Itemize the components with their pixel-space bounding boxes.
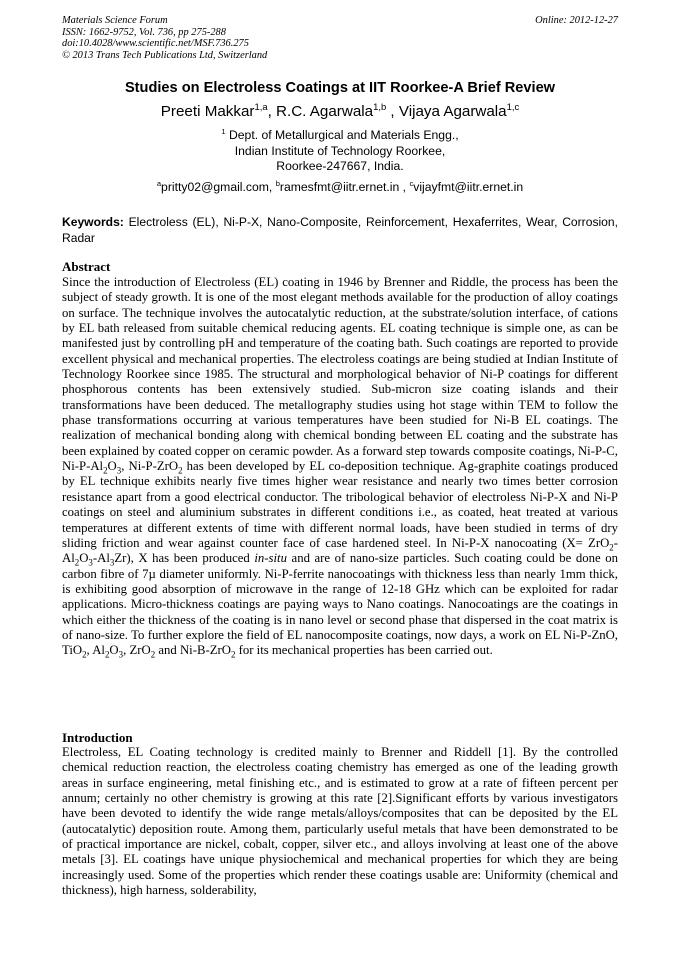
abstract-text: for its mechanical properties has been carried out.	[235, 643, 493, 658]
subscript: 3	[118, 649, 124, 660]
affiliation-line: Indian Institute of Technology Roorkee,	[234, 143, 446, 158]
author-list: Preeti Makkar$^{1,a}$, R.C. Agarwala$^{1,b}$ , Vijaya Agarwala$^{1,c}$	[160, 100, 520, 120]
author-superscript: 1,a	[254, 100, 268, 112]
subscript: 2	[150, 649, 156, 660]
paper-title: Studies on Electroless Coatings at IIT Roorkee-A Brief Review	[124, 80, 556, 96]
subscript: 2	[178, 465, 183, 476]
abstract-text: Since the introduction of Electroless (EL) coating in 1946 by Brenner and Riddle, the process has been the subject of steady growth. It is one of the most elegant methods available for the production of alloy coatings on surface. The technique involves the autocatalytic reduction, at the substrate/solution interface, of cations by EL bath released from suitable chemical reducing agents. EL coating technique is simple one, as can be manifested just by controlling pH and temperature of the coating bath. Such coatings are reported to provide excellent physical and mechanical properties. The electroless coatings are being studied at Indian Institute of Technology Roorkee since 1985. The structural and morphological behavior of Ni-P coatings for different phosphorous contents has been extensively studied. Sub-micron size coating islands and their transformations have been deduced. The metallography studies using hot stage within TEM to follow the phase transformations occurring at various temperatures have been studied for Ni-B EL coatings. The realization of mechanical bonding along with chemical bonding between EL coating and the substrate has been explained by coated copper on ceramic powder. As a forward step towards composite coatings, Ni-P-C, Ni-P-Al	[62, 275, 618, 474]
subscript: 2	[82, 649, 87, 660]
affiliation-superscript: 1	[221, 126, 226, 136]
author-name: Vijaya Agarwala	[398, 103, 507, 120]
author-name: R.C. Agarwala	[276, 103, 374, 120]
abstract-text: O	[107, 459, 117, 474]
affiliation	[62, 128, 618, 175]
email-address: vijayfmt@iitr.ernet.in	[413, 180, 524, 194]
abstract-text: and Ni-B-ZrO	[155, 643, 231, 658]
affiliation-line: Roorkee-247667, India.	[276, 159, 404, 174]
author-superscript: 1,c	[506, 100, 520, 112]
email-address: pritty02@gmail.com	[161, 180, 269, 194]
abstract-text: -Al	[92, 551, 110, 566]
abstract-text: -Al	[62, 535, 618, 566]
introduction-heading: Introduction	[62, 730, 133, 745]
subscript: 3	[109, 557, 115, 568]
email-superscript: a	[156, 178, 162, 188]
abstract-text: has been developed by EL co-deposition technique. Ag-graphite coatings produced by EL technique exhibits nearly five times higher wear resistance and nearly two times better corrosion resistance apart from a good electrical conductor. The tribological behavior of electroless Ni-P-X and Ni-P coatings on steel and aluminium substrates in different conditions i.e., as coated, heat treated at various temperatures at different extents of time with different normal loads, have been studied in terms of dry sliding friction and wear against counter face of case hardened steel. In Ni-P-X nanocoating (X= ZrO	[62, 459, 619, 550]
journal-name: Materials Science Forum	[62, 15, 168, 26]
email-superscript: b	[275, 178, 280, 188]
abstract-text: O	[79, 551, 89, 566]
journal-header	[62, 15, 618, 61]
abstract-heading: Abstract	[62, 259, 111, 274]
email-list: $^a$pritty02@gmail.com, $^b$ramesfmt@iitr.ernet.in , $^c$vijayfmt@iitr.ernet.in	[156, 178, 524, 194]
email-address: ramesfmt@iitr.ernet.in	[279, 180, 400, 194]
keywords-label: Keywords:	[62, 215, 124, 229]
subscript: 2	[609, 542, 614, 553]
affiliation-line	[62, 128, 618, 144]
author-name: Preeti Makkar	[160, 103, 255, 120]
abstract-text: O	[109, 643, 119, 658]
abstract-text: , Ni-P-ZrO	[121, 459, 179, 474]
italic-term: in-situ	[254, 551, 287, 566]
copyright-line: © 2013 Trans Tech Publications Ltd, Switzerland	[62, 49, 268, 61]
keywords-text: Electroless (EL), Ni-P-X, Nano-Composite, Reinforcement, Hexaferrites, Wear, Corrosion, Radar	[62, 215, 618, 245]
subscript: 2	[104, 649, 110, 660]
subscript: 2	[230, 649, 236, 660]
affiliation-text: Dept. of Metallurgical and Materials Engg.,	[228, 128, 459, 142]
abstract-text: , Al	[86, 643, 105, 658]
email-superscript: c	[409, 178, 414, 188]
subscript: 3	[88, 557, 93, 568]
subscript: 3	[116, 465, 122, 476]
doi-line: doi:10.4028/www.scientific.net/MSF.736.275	[62, 38, 249, 50]
author-superscript: 1,b	[373, 100, 387, 112]
keywords	[62, 214, 618, 246]
abstract-body	[62, 275, 618, 659]
subscript: 2	[74, 557, 80, 568]
abstract-text: Zr), X has been produced	[114, 551, 255, 566]
subscript: 2	[103, 465, 108, 476]
online-date: Online: 2012-12-27	[535, 15, 618, 26]
abstract-text: and are of nano-size particles. Such coating could be done on carbon fibre of 7µ diameter uniformly. Ni-P-ferrite nanocoatings with thickness less than nearly 1mm thick, is exhibiting good absorption of microwave in the range of 12-18 GHz which can be exploited for radar applications. Micro-thickness coatings are paying ways to Nano coatings. Nanocoatings are the coatings in which either the thickness of the coating is in nano level or second phase that dispersed in the coat matrix is of nano-size. To further explore the field of EL nanocomposite coatings, now days, a work on EL Ni-P-ZnO, TiO	[62, 551, 618, 658]
abstract-text: , ZrO	[123, 643, 151, 658]
introduction-body: Electroless, EL Coating technology is credited mainly to Brenner and Riddell [1]. By the controlled chemical reduction reaction, the electroless coating chemistry has emerged as one of the leading growth areas in surface engineering, metal finishing etc., and is estimated to grow at a rate of fifteen percent per annum; certainly no other chemistry is growing at this rate [2].Significant efforts by various investigators have been devoted to identify the wide range metals/alloys/composites that can be deposited by the EL (autocatalytic) deposition route. Among them, particularly useful metals that have been demonstrated to be of practical importance are nickel, cobalt, copper, silver etc., and alloys involving at least one of the above metals [3]. EL coatings have unique physiochemical and mechanical properties for which they are being increasingly used. Some of the properties which render these coatings usable are: Uniformity (chemical and thickness), high harness, solderability,	[62, 745, 618, 898]
issn-line: ISSN: 1662-9752, Vol. 736, pp 275-288	[62, 26, 226, 38]
